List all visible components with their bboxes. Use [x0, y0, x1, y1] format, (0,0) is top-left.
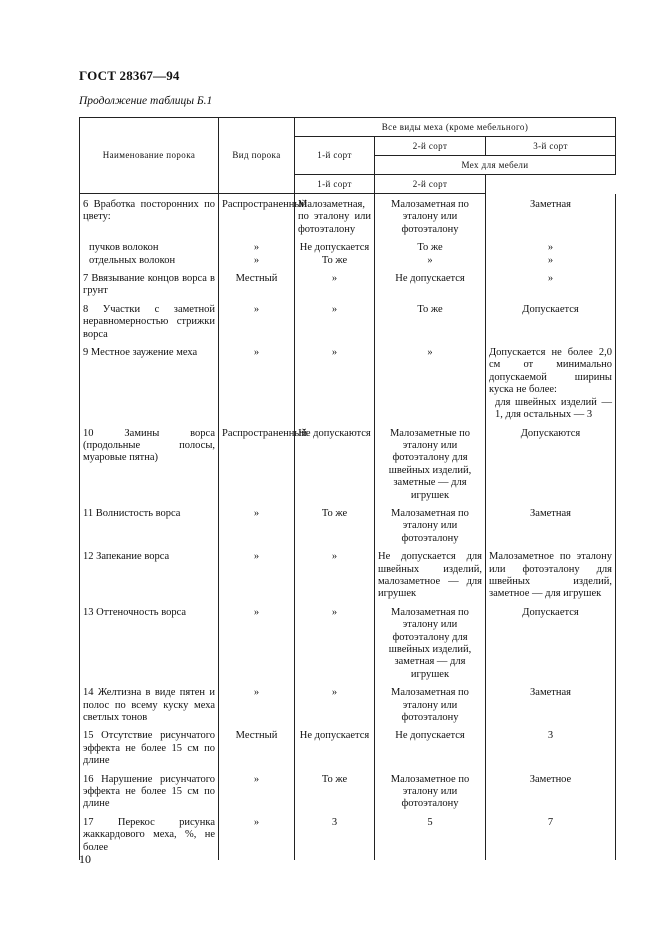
defect-type-cell: » [219, 255, 295, 273]
defect-name-cell: отдельных волокон [80, 255, 219, 273]
grade-1-cell: 3 [295, 817, 375, 860]
table-row [80, 551, 616, 607]
defect-type-cell: Местный [219, 273, 295, 304]
defect-name-cell: 10 Замины ворса (продольные полосы, муаровые пятна) [80, 428, 219, 508]
grade-3-cell: Допускается [486, 607, 616, 687]
defect-name-cell: 15 Отсутствие рисунчатого эффекта не более 15 см по длине [80, 730, 219, 773]
page-number: 10 [79, 852, 91, 866]
header-grade-1: 1-й сорт [295, 137, 375, 175]
defect-name-cell: 12 Запекание ворса [80, 551, 219, 607]
defect-name-cell: 7 Ввязывание концов ворса в грунт [80, 273, 219, 304]
defect-name-cell: 16 Нарушение рисунчатого эффекта не более 15 см по длине [80, 774, 219, 817]
defect-name-cell: 9 Местное заужение меха [80, 347, 219, 427]
defect-name-cell: 8 Участки с заметной неравномерностью стрижки ворса [80, 304, 219, 347]
grade-2-cell: » [375, 347, 486, 427]
grade-3-cell: » [486, 255, 616, 273]
grade-3-cell: Допускаются [486, 428, 616, 508]
defect-type-cell: » [219, 242, 295, 254]
grade-1-cell: То же [295, 774, 375, 817]
table-row [80, 730, 616, 773]
header-furniture-grade-2: 2-й сорт [375, 175, 486, 194]
standard-title: ГОСТ 28367—94 [79, 68, 180, 83]
header-grade-2: 2-й сорт [375, 137, 486, 156]
defect-type-cell: » [219, 817, 295, 860]
grade-1-cell: » [295, 304, 375, 347]
grade-2-cell: » [375, 255, 486, 273]
grade-3-cell: Заметное [486, 774, 616, 817]
grade-2-cell: То же [375, 242, 486, 254]
table-row [80, 242, 616, 254]
grade-1-cell: » [295, 347, 375, 427]
header-grade-3: 3-й сорт [486, 137, 616, 156]
defect-type-cell: » [219, 551, 295, 607]
grade-1-cell: » [295, 551, 375, 607]
defect-type-cell: » [219, 304, 295, 347]
defect-name-cell: 6 Вработка посторонних по цвету: [80, 194, 219, 243]
grade-1-cell: Не допускается [295, 242, 375, 254]
header-furniture-grade-1: 1-й сорт [295, 175, 375, 194]
grade-2-cell: Малозаметные по эталону или фотоэталону для швейных изделий, заметные — для игрушек [375, 428, 486, 508]
defect-name-cell: 13 Оттеночность ворса [80, 607, 219, 687]
grade-3-cell: » [486, 242, 616, 254]
defect-type-cell: » [219, 687, 295, 730]
defect-type-cell: » [219, 508, 295, 551]
grade-1-cell: Малозаметная, по эталону или фотоэталону [295, 194, 375, 243]
table-row [80, 607, 616, 687]
defect-name-cell: 14 Желтизна в виде пятен и полос по всему куску меха светлых тонов [80, 687, 219, 730]
grade-2-cell: Малозаметная по эталону или фотоэталону для швейных изделий, заметная — для игрушек [375, 607, 486, 687]
defect-name-cell: 17 Перекос рисунка жаккардового меха, %, не более [80, 817, 219, 860]
defect-type-cell: » [219, 774, 295, 817]
defect-name-cell: пучков волокон [80, 242, 219, 254]
defect-type-cell: Распространенный [219, 428, 295, 508]
grade-2-cell: Малозаметная по эталону или фотоэталону [375, 687, 486, 730]
table-row [80, 774, 616, 817]
defect-type-cell: » [219, 347, 295, 427]
defect-name-cell: 11 Волнистость ворса [80, 508, 219, 551]
grade-1-cell: Не допускается [295, 730, 375, 773]
grade-2-cell: Малозаметное по эталону или фотоэталону [375, 774, 486, 817]
table-row [80, 508, 616, 551]
grade-2-cell: Не допускается [375, 273, 486, 304]
header-defect-type: Вид порока [219, 118, 295, 194]
defects-table [79, 117, 616, 860]
defect-type-cell: Распространенный [219, 194, 295, 243]
defect-type-cell: Местный [219, 730, 295, 773]
grade-3-cell: » [486, 273, 616, 304]
header-all-fur-types: Все виды меха (кроме мебельного) [295, 118, 616, 137]
grade-1-cell: » [295, 607, 375, 687]
grade-3-cell: Заметная [486, 194, 616, 243]
table-row [80, 347, 616, 427]
grade-3-extra-text: для швейных изделий — 1, для остальных — 3 [495, 396, 612, 421]
table-row [80, 255, 616, 273]
grade-3-cell: Допускается [486, 304, 616, 347]
table-row [80, 273, 616, 304]
grade-1-cell: » [295, 273, 375, 304]
grade-3-cell: Заметная [486, 508, 616, 551]
grade-3-cell: Малозаметное по эталону или фотоэталону для швейных изделий, заметное — для игрушек [486, 551, 616, 607]
table-continuation-caption: Продолжение таблицы Б.1 [79, 95, 213, 107]
grade-3-cell: 3 [486, 730, 616, 773]
grade-2-cell: Не допускается [375, 730, 486, 773]
table-row [80, 304, 616, 347]
grade-1-cell: То же [295, 255, 375, 273]
table-row [80, 817, 616, 860]
defect-type-cell: » [219, 607, 295, 687]
grade-2-cell: Малозаметная по эталону или фотоэталону [375, 508, 486, 551]
grade-3-cell [486, 347, 616, 427]
table-row [80, 194, 616, 243]
grade-3-cell: Заметная [486, 687, 616, 730]
grade-3-cell: 7 [486, 817, 616, 860]
grade-1-cell: Не допускаются [295, 428, 375, 508]
table-row [80, 687, 616, 730]
grade-2-cell: 5 [375, 817, 486, 860]
grade-1-cell: То же [295, 508, 375, 551]
header-defect-name: Наименование порока [80, 118, 219, 194]
grade-1-cell: » [295, 687, 375, 730]
grade-3-main-text: Допускается не более 2,0 см от минимально допускаемой ширины куска не более: [489, 347, 612, 396]
grade-2-cell: То же [375, 304, 486, 347]
grade-2-cell: Малозаметная по эталону или фотоэталону [375, 194, 486, 243]
grade-2-cell: Не допускается для швейных изделий, малозаметное — для игрушек [375, 551, 486, 607]
header-furniture-fur: Мех для мебели [375, 156, 616, 175]
table-row [80, 428, 616, 508]
